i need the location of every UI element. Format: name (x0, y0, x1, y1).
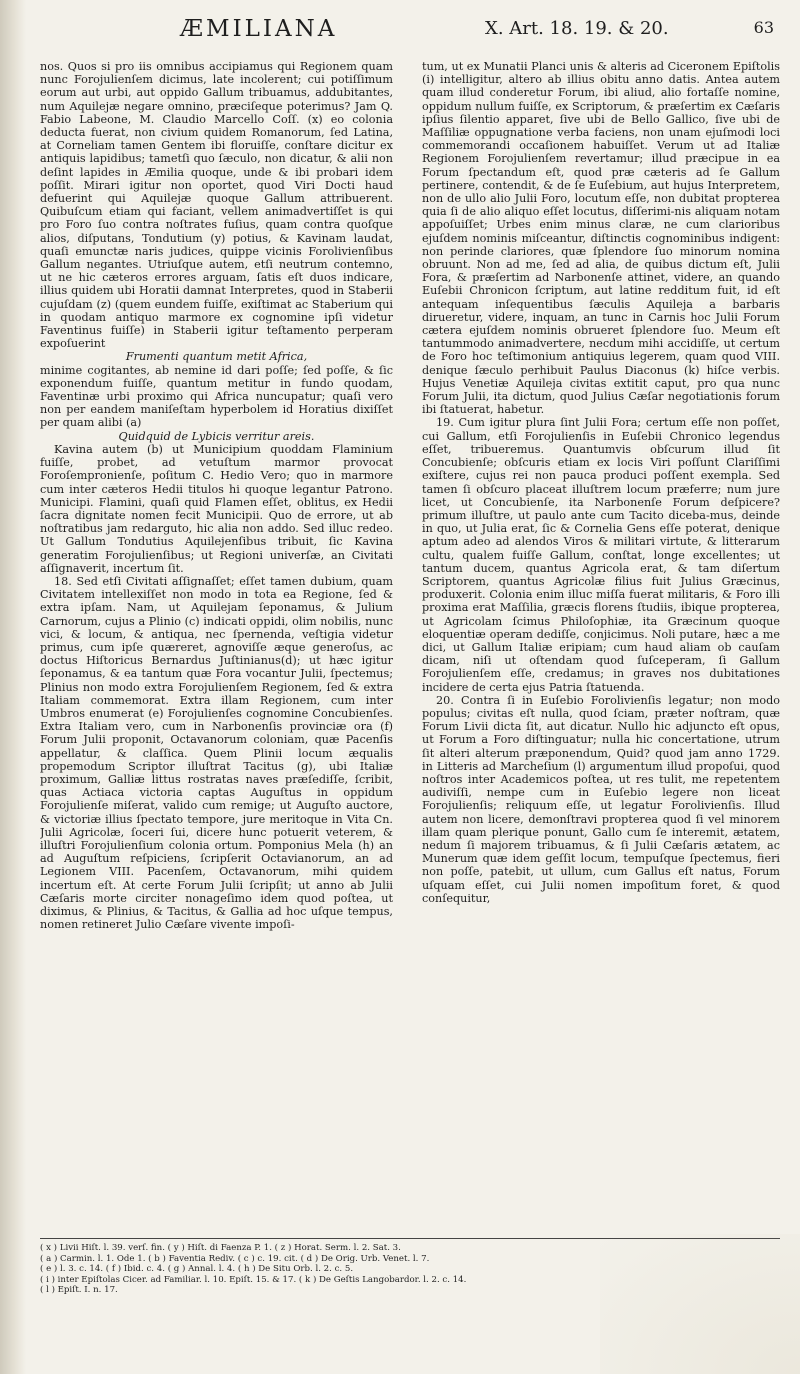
page-binding-shadow (0, 0, 26, 1374)
article-reference: X. Art. 18. 19. & 20. (485, 18, 669, 39)
paragraph: minime cogitantes, ab nemine id dari poſſe; ſed poſſe, & ſic exponendum fuiſſe, quantum metitur in fundo quodam, Faventinæ urbi proximo qui Africa nuncupatur; quaſi vero non per eandem maniſeſtam hyperbolem id Horatius dixiſſet per quam alibi (a) (40, 363, 393, 430)
footnote-line: ( l ) Epiſt. I. n. 17. (40, 1285, 118, 1296)
left-column (40, 60, 393, 1235)
paragraph: nos. Quos si pro iis omnibus accipiamus qui Regionem quam nunc Forojulienſem dicimus, late incolerent; cui potiſſimum eorum aut urbi, aut oppido Gallum tribuamus, addubitantes, num Aquilejæ negare omnino, præciſeque poterimus? Jam Q. Fabio Labeone, M. Claudio Marcello Coſſ. (x) eo colonia deducta fuerat, non civium quidem Romanorum, ſed Latina, at Corneliam tamen Gentem ibi floruiſſe, conſtare dicitur ex antiquis lapidibus; tametſi quo ſæculo, non dicatur, & alii non deſint lapides in Æmilia quoque, unde & ibi probari idem poſſit. Mirari igitur non oportet, quod Viri Docti haud defuerint qui Aquilejæ quoque Gallum attribuerent. Quibuſcum etiam qui faciant, vellem animadvertiſſet is qui pro Foro ſuo contra noſtrates fuſius, quam contra quoſque alios, diſputans, Tondutium (y) potius, & Kavinam laudat, quaſi emunctæ naris judices, quippe vicinis Forolivienſibus Gallum negantes. Utriuſque autem, etſi neutrum contemno, ut ne hic cæteros errores arguam, ſatis eſt duos indicare, illius quidem ubi Horatii damnat Interpretes, quod in Staberii cujuſdam (z) (quem eundem fuiſſe, exiſtimat ac Staberium qui in quodam antiquo marmore ex cognomine ipſi videtur Faventinus fuiſſe) in Staberii igitur teſtamento perperam expoſuerint (40, 60, 393, 351)
footnote-line: ( e ) l. 3. c. 14. ( f ) Ibid. c. 4. ( g ) Annal. l. 4. ( h ) De Situ Orb. l. 2. c. 5. (40, 1264, 354, 1275)
paragraph: tum, ut ex Munatii Planci unis & alteris ad Ciceronem Epiſtolis (i) intelligitur, altero ab illius obitu anno datis. Antea autem quam illud conderetur Forum, ibi aliud, alio fortaſſe nomine, oppidum nullum fuiſſe, ex Scriptorum, & præſertim ex Cæſaris ipſius ſilentio apparet, ſive ubi de Bello Gallico, ſive ubi de Maſſiliæ oppugnatione verba faciens, non unam ejuſmodi loci commemorandi occaſionem habuiſſet. Verum ut ad Italiæ Regionem Forojulienſem revertamur; illud præcipue in ea Forum ſpectandum eſt, quod præ cæteris ad ſe Gallum pertinere, contendit, & de ſe Euſebium, aut hujus Interpretem, non de ullo alio Julii Foro, locutum eſſe, non dubitat propterea quia ſi de alio aliquo eſſet locutus, diſſerimi-nis aliquam notam appoſuiſſet; Urbes enim minus claræ, ne cum clarioribus ejuſdem nominis miſceantur, diſtinctis cognominibus indigent: non perinde clariores, quæ ſplendore ſuo minorum nomina obruunt. Non ad me, ſed ad alia, de quibus dictum eſt, Julii Fora, & præſertim ad Narbonenſe attinet, videre, an quando Euſebii Chronicon ſcriptum, aut latine redditum fuit, id eſt antequam inſequentibus ſæculis Aquileja a barbaris dirueretur, videre, inquam, an tunc in Carnis hoc Julii Forum cætera ejuſdem nominis obrueret ſplendore ſuo. Meum eſt tantummodo animadvertere, necdum mihi accidiſſe, ut certum de Foro hoc teſtimonium antiquius legerem, quam quod VIII. denique ſæculo perhibuit Paulus Diaconus (k) hiſce verbis. Hujus Venetiæ Aquileja civitas extitit caput, pro qua nunc Forum Julii, ita dictum, quod Julius Cæſar negotiationis forum ibi ſtatuerat, habetur. (422, 60, 780, 417)
quotation-line: Quidquid de Lybicis verritur areis. (118, 429, 315, 443)
right-column (422, 60, 780, 1235)
footnote-line: ( a ) Carmin. l. 1. Ode 1. ( b ) Faventia Rediv. ( c ) c. 19. cit. ( d ) De Orig. Urb. Venet. l. 7. (40, 1253, 430, 1264)
paragraph-20: 20. Contra ſi in Euſebio Forolivienſis legatur; non modo populus; civitas eſt nulla, quod ſciam, præter noſtram, quæ Forum Livii dicta ſit, aut dicatur. Nullo hic adjuncto eſt opus, ut Forum a Foro diſtinguatur; nulla hic concertatione, utrum ſit alteri alterum præponendum, Quid? quod jam anno 1729. in Litteris ad Marcheſium (l) argumentum illud propoſui, quod noſtros inter Academicos poſtea, ut res tulit, me repetentem audiviſſi, nempe cum in Euſebio legere non liceat Forojulienſis; reliquum eſſe, ut legatur Forolivienſis. Illud autem non licere, demonſtravi propterea quod ſi vel minorem illam quam plerique ponunt, Gallo cum ſe interemit, ætatem, nedum ſi majorem tribuamus, & ſi Julii Cæſaris ætatem, ac Munerum quæ idem geſſit locum, tempuſque ſpectemus, fieri non poſſe, patebit, ut ullum, cum Gallus eſt natus, Forum uſquam eſſet, cui Julii nomen impoſitum foret, & quod conſequitur, (422, 693, 780, 905)
footnote-line: ( i ) inter Epiſtolas Cicer. ad Familiar. l. 10. Epiſt. 15. & 17. ( k ) De Geſtis Langobardor. l. 2. c. 14. (40, 1274, 467, 1285)
paper-stain (600, 1234, 800, 1374)
quotation-line: Frumenti quantum metit Africa, (125, 350, 308, 364)
paragraph-18: 18. Sed etſi Civitati aſſignaſſet; eſſet tamen dubium, quam Civitatem intellexiſſet non modo in tota ea Regione, ſed & extra ipſam. Nam, ut Aquilejam ſeponamus, & Julium Carnorum, cujus a Plinio (c) indicati oppidi, olim nobilis, nunc vici, & locum, & antiqua, nec ſpernenda, veſtigia videtur primus, cum ipſe quæreret, agnoviſſe æque generoſus, ac doctus Hiſtoricus Bernardus Juſtinianus(d); ut hæc igitur ſeponamus, & ea tantum quæ Fora vocantur Julii, ſpectemus; Plinius non modo extra Forojulienſem Regionem, ſed & extra Italiam commemorat. Extra illam Regionem, cum inter Umbros enumerat (e) Forojulienſes cognomine Concubienſes. Extra Italiam vero, cum in Narbonenſis provinciæ ora (f) Forum Julii proponit, Octavanorum coloniam, quæ Pacenſis appellatur, & claſſica. Quem Plinii locum æqualis propemodum Scriptor illuſtrat Tacitus (g), ubi Italiæ proximum, Galliæ littus rostratas naves præſediſſe, ſcribit, quas Actiaca victoria captas Auguſtus in oppidum Forojulienſe miſerat, valido cum remige; ut Auguſto auctore, & victoriæ illius ſpectato tempore, jure meritoque in Vita Cn. Julii Agricolæ, ſoceri ſui, dicere hunc potuerit veterem, & illuſtri Forojulienſium colonia ortum. Pomponius Mela (h) an ad Auguſtum reſpiciens, ſcripſerit Octavianorum, an ad Legionem VIII. Pacenſem, Octavanorum, mihi quidem incertum eſt. At certe Forum Julii ſcripſit; ut anno ab Julii Cæſaris morte circiter nonageſimo idem quod poſtea, ut diximus, & Plinius, & Tacitus, & Gallia ad hoc uſque tempus, nomen retineret Julio Cæſare vivente impoſi- (40, 574, 393, 932)
running-header (40, 16, 780, 56)
running-title: ÆMILIANA (180, 16, 338, 42)
text-columns (40, 60, 780, 1235)
paragraph: Kavina autem (b) ut Municipium quoddam Flaminium fuiſſe, probet, ad vetuſtum marmor provocat Foroſempronienſe, poſitum C. Hedio Vero; quo in marmore cum inter cæteros Hedii titulos hi quoque legantur Patrono. Municipi. Flamini, quaſi quid Flamen eſſet, oblitus, ex Hedii ſacra dignitate nomen fecit Municipii. Quo de errore, ut ab noſtratibus jam redarguto, hic alia non addo. Sed illuc redeo. Ut Gallum Tondutius Aquilejenſibus tribuit, ſic Kavina generatim Forojulienſibus; ut Regioni univerſæ, an Civitati aſſignaverit, incertum ſit. (40, 442, 393, 575)
page-number: 63 (753, 18, 774, 37)
footnote-line: ( x ) Livii Hiſt. l. 39. verſ. fin. ( y ) Hiſt. di Faenza P. 1. ( z ) Horat. Serm. l. 2. Sat. 3. (40, 1243, 401, 1253)
paragraph-19: 19. Cum igitur plura ſint Julii Fora; certum eſſe non poſſet, cui Gallum, etſi Forojulienſis in Euſebii Chronico legendus eſſet, tribueremus. Quantumvis obſcurum illud ſit Concubienſe; obſcuris etiam ex locis Viri poſſunt Clariſſimi exiſtere, cujus rei non pauca produci poſſent exempla. Sed tamen ſi obſcuro placeat illuſtrem locum præferre; num jure licet, ut Concubienſe, ita Narbonenſe Forum deſpicere? primum illuſtre, ut paulo ante cum Tacito diceba-mus, deinde in quo, ut Julia erat, ſic & Cornelia Gens eſſe poterat, denique aptum adeo ad alendos Viros & militari virtute, & litterarum cultu, qualem fuiſſe Gallum, conſtat, longe excellentes; ut tantum ducem, quantus Agricola erat, & tam diſertum Scriptorem, quantus Agricolæ filius fuit Julius Græcinus, produxerit. Colonia enim illuc miſſa fuerat militaris, & Foro illi proxima erat Maſſilia, græcis florens ſtudiis, ibique propterea, ut Agricolam ſcimus Philoſophiæ, ita Græcinum quoque eloquentiæ operam dediſſe, conjicimus. Noli putare, hæc a me dici, ut Gallum Italiæ eripiam; cum haud aliam ob cauſam dicam, niſi ut oſtendam quod ſuſceperam, ſi Gallum Forojulienſem eſſe, credamus; in graves nos dubitationes incidere de certa ejus Patria ſtatuenda. (422, 416, 780, 694)
